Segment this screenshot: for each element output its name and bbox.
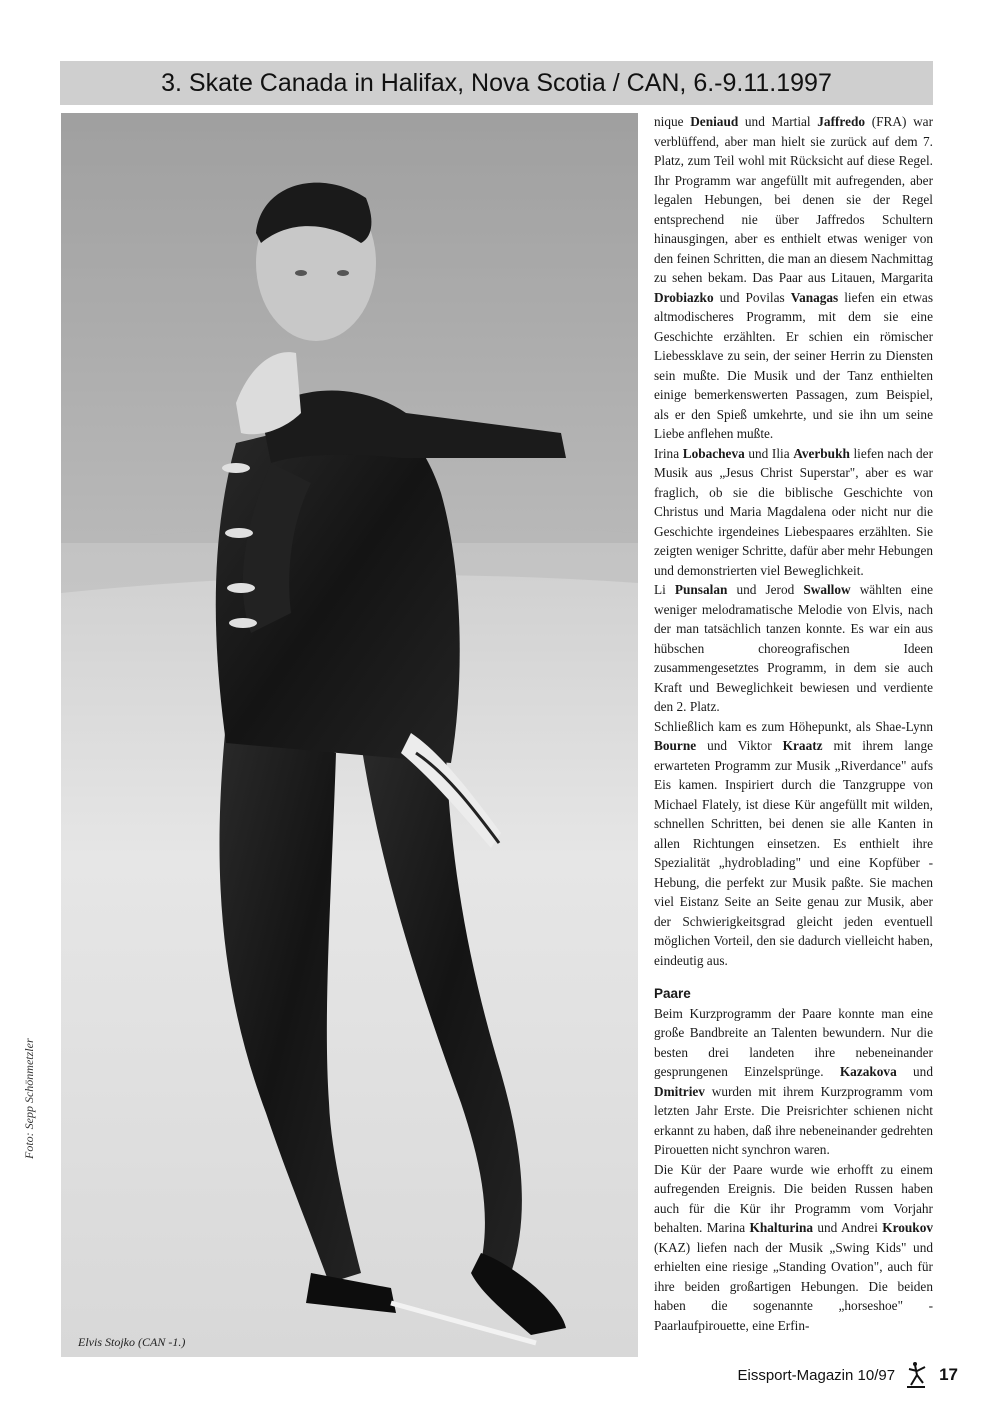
text-run: wurden mit ihrem Kurzprogramm vom letzten Jahr Erste. Die Preisrichter schienen nicht erkannt zu haben, daß ihre nebeneinander gedrehten Pirouetten nicht synchron waren. [654,1083,933,1157]
skater-photo [61,113,638,1357]
text-run: und Martial [738,114,818,129]
text-run: Beim Kurzprogramm der Paare konnte man eine große Bandbreite an Talenten bewundern. Nur die besten drei landeten ihre nebeneinander gesprungenen Einzelsprünge. [654,1005,933,1079]
section-heading: Paare [654,986,691,1001]
name-highlight: Khalturina [749,1220,814,1235]
text-run: liefen nach der Musik aus „Jesus Christ Superstar", aber es war fraglich, ob sie die biblische Geschichte von Christus und Maria Magdalena oder nicht nur die Geschichte irgendeines Liebespaares erzählten. Sie zeigten weniger Schritte, dafür aber mehr Hebungen und demonstrierten viel Beweglichkeit. [654,445,933,578]
article-paragraph [654,1160,933,1336]
section-body [654,1004,933,1336]
photo-caption: Elvis Stojko (CAN -1.) [78,1335,186,1349]
name-highlight: Bourne [654,738,697,753]
name-highlight: Jaffredo [817,114,866,129]
page-title: 3. Skate Canada in Halifax, Nova Scotia / CAN, 6.-9.11.1997 [161,69,832,97]
page-number: 17 [939,1365,958,1384]
text-run: Li [654,582,675,597]
text-run: und Andrei [813,1220,883,1235]
name-highlight: Kraatz [782,738,823,753]
text-run: nique [654,114,691,129]
article-paragraph [654,1004,933,1160]
text-run: wählten eine weniger melodramatische Melodie von Elvis, nach der man tatsächlich tanzen konnte. Es war ein aus hübschen choreografischen Ideen zusammengesetztes Programm, in dem sie auch Kraft und Beweglichkeit bewiesen und verdiente den 2. Platz. [654,582,933,714]
name-highlight: Averbukh [793,445,850,461]
text-run: (FRA) war verblüffend, aber man hielt sie zurück auf dem 7. Platz, zum Teil wohl mit Rücksicht auf diese Regel. Ihr Programm war angefüllt mit aufregenden, aber legalen Hebungen, bei denen sie der Regel entsprechend nie über Jaffredos Schultern hinausgingen, aber es enthielt etwas weniger von den feinen Schritten, die man an diesem Nachmittag zu sehen bekam. Das Paar aus Litauen, Margarita [654,114,933,285]
photo-credit: Foto: Sepp Schönmetzler [22,1038,36,1159]
article-body [654,112,933,970]
text-run: liefen ein etwas altmodischeres Programm, mit dem sie eine Geschichte erzählten. Er schien ein römischer Liebessklave zu sein, der seiner Herrin zu Diensten sein mußte. Die Musik und der Tanz enthielten einige bemerkenswerten Passagen, zum Beispiel, als er den Spieß umkehrte, und sie ihn um seine Liebe anflehen mußte. [654,289,933,441]
text-run: und Viktor [696,738,783,753]
text-run: Die Kür der Paare wurde wie erhofft zu einem aufregenden Ereignis. Die beiden Russen haben auch für die Kür ihr Programm vom Vorjahr behalten. Marina [654,1161,933,1235]
text-run: und Jerod [727,582,804,597]
name-highlight: Vanagas [790,289,839,305]
name-highlight: Swallow [803,582,851,597]
name-highlight: Dmitriev [654,1083,705,1099]
text-run: Schließlich kam es zum Höhepunkt, als Shae-Lynn [654,718,933,734]
text-run: mit ihrem lange erwarteten Programm zur Musik „Riverdance" aufs Eis kamen. Inspiriert durch die Tanzgruppe von Michael Flately, ist diese Kür angefüllt mit wilden, schnellen Schritten, bei denen sie alle Kanten in allen Richtungen einsetzen. Es enthielt ihre Spezialität „hydroblading" und eine Kopfüber - Hebung, die perfekt zur Musik paßte. Sie machen viel Eistanz Seite an Seite genau zur Musik, aber der Schwierigkeitsgrad gleicht jeden eventuell möglichen Vorteil, den sie dadurch vielleicht haben, eindeutig aus. [654,738,933,968]
name-highlight: Lobacheva [682,445,745,461]
name-highlight: Kazakova [839,1064,897,1079]
article-column [654,112,933,1335]
text-run: und Ilia [744,445,794,461]
article-paragraph [654,580,933,717]
text-run: und Povilas [713,289,791,305]
text-run: und [896,1064,933,1079]
text-run: (KAZ) liefen nach der Musik „Swing Kids" und erhielten eine riesige „Standing Ovation", auch für ihre beiden großartigen Hebungen. Die beiden haben die sogenannte „horseshoe" - Paarlaufpirouette, eine Erfin- [654,1239,933,1333]
name-highlight: Deniaud [690,114,739,129]
text-run: Irina [654,445,683,461]
article-paragraph [654,717,933,971]
article-paragraph [654,444,933,581]
magazine-issue: Eissport-Magazin 10/97 [737,1366,896,1384]
footer [737,1361,958,1389]
name-highlight: Kroukov [882,1220,933,1235]
name-highlight: Drobiazko [654,289,714,305]
skater-logo-icon [903,1361,929,1389]
name-highlight: Punsalan [674,582,728,597]
article-paragraph [654,112,933,444]
